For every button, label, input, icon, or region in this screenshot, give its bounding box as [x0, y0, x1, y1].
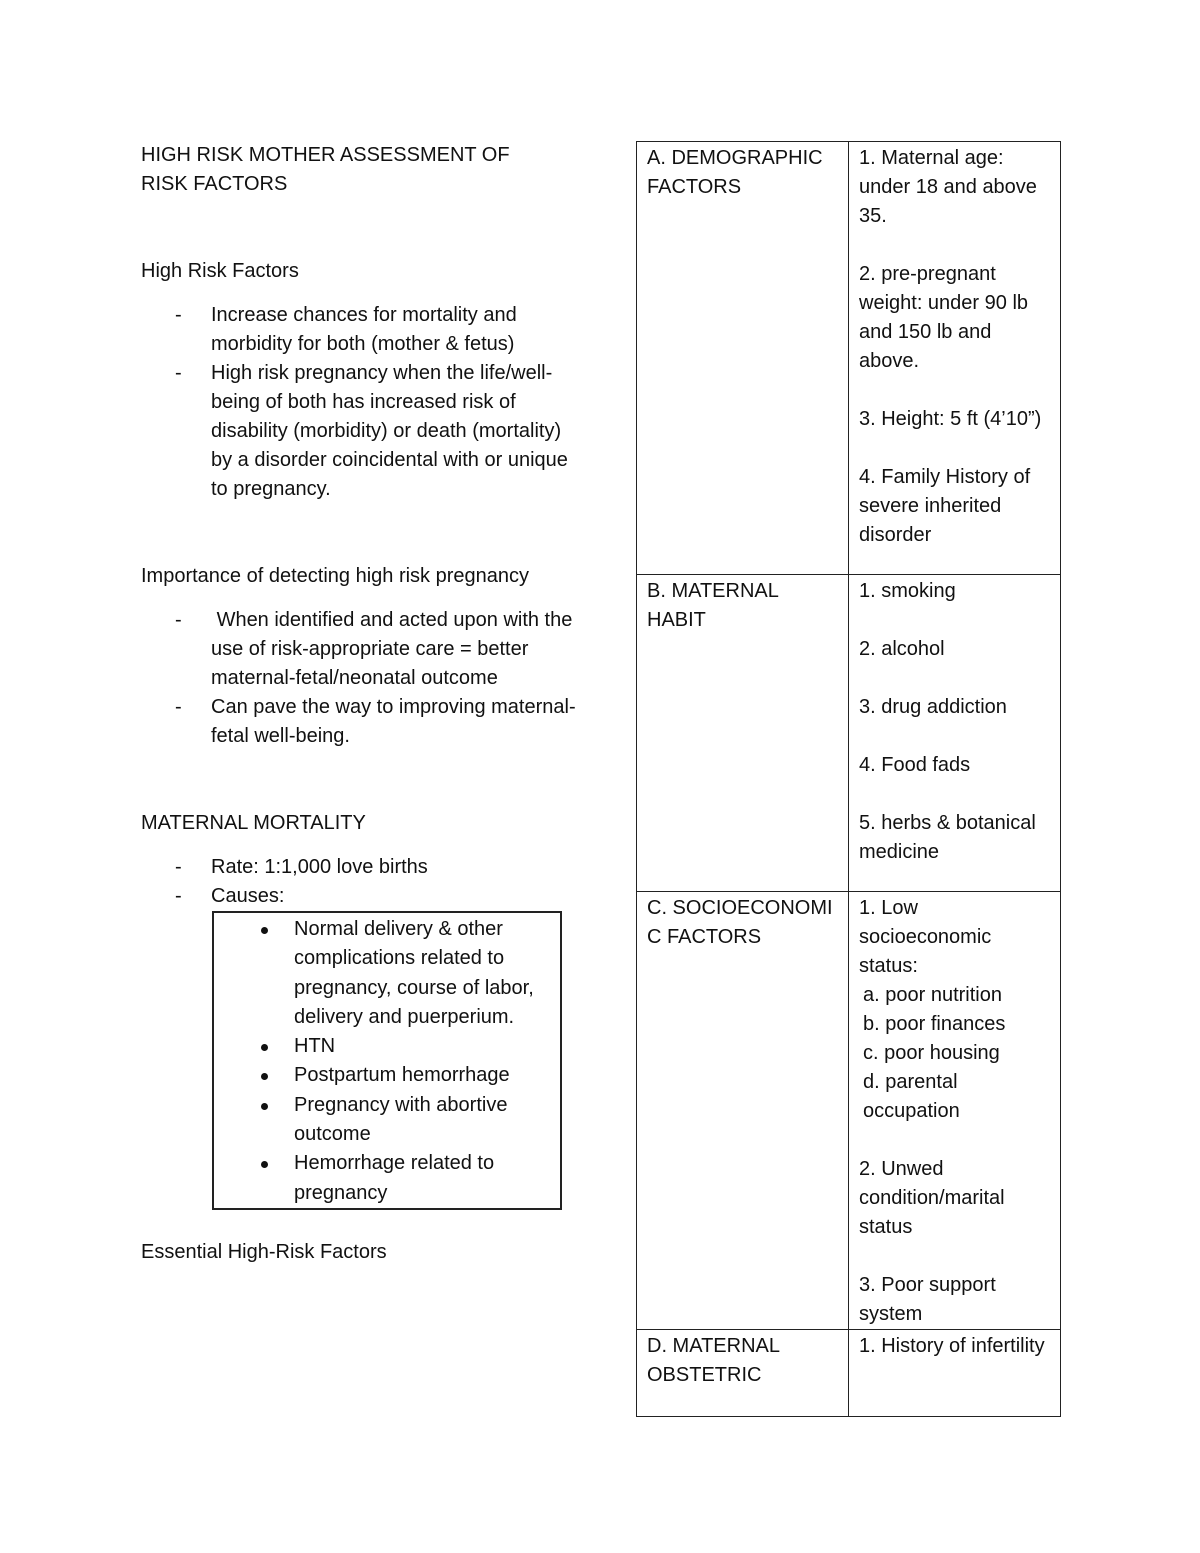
risk-subitem: d. parental occupation	[863, 1071, 960, 1122]
cause-item: Hemorrhage related to pregnancy	[214, 1149, 560, 1208]
list-item: - High risk pregnancy when the life/well-being of both has increased risk of disability (morbidity) or death (mortality) by a disorder coincidental with or unique to pregnancy.	[141, 359, 581, 504]
list-item: - Causes:	[141, 882, 581, 911]
right-column	[636, 141, 1061, 1417]
risk-item: 3. drug addiction	[859, 696, 1007, 718]
maternal-mortality-heading: MATERNAL MORTALITY	[141, 812, 366, 834]
cause-item: Normal delivery & other complications related to pregnancy, course of labor, delivery and puerperium.	[214, 915, 560, 1032]
risk-item: 1. Maternal age: under 18 and above 35.	[859, 147, 1037, 227]
risk-subitem: a. poor nutrition	[863, 984, 1002, 1006]
risk-item: 1. History of infertility	[859, 1335, 1045, 1357]
risk-item: 2. Unwed condition/marital status	[859, 1158, 1005, 1238]
category-cell: A. DEMOGRAPHIC FACTORS	[637, 142, 849, 575]
risk-item: 5. herbs & botanical medicine	[859, 812, 1036, 863]
risk-subitem: c. poor housing	[863, 1042, 1000, 1064]
high-risk-factors-list	[141, 301, 581, 504]
risk-item: 3. Height: 5 ft (4’10”)	[859, 408, 1042, 430]
importance-heading: Importance of detecting high risk pregnancy	[141, 565, 529, 587]
risk-item: 2. pre-pregnant weight: under 90 lb and 150 lb and above.	[859, 263, 1029, 372]
table-row	[637, 892, 1061, 1330]
maternal-mortality-list	[141, 853, 581, 911]
left-column	[141, 141, 581, 1267]
items-cell	[849, 142, 1061, 575]
risk-item: 4. Food fads	[859, 754, 971, 776]
title-line-2: RISK FACTORS	[141, 173, 288, 195]
list-item: - Increase chances for mortality and morbidity for both (mother & fetus)	[141, 301, 581, 359]
risk-item: 3. Poor support system	[859, 1274, 996, 1325]
title-line-1: HIGH RISK MOTHER ASSESSMENT OF	[141, 144, 510, 166]
category-cell: C. SOCIOECONOMI C FACTORS	[637, 892, 849, 1330]
risk-factors-table	[636, 141, 1061, 1417]
document-title	[141, 141, 581, 199]
category-cell: D. MATERNAL OBSTETRIC	[637, 1330, 849, 1417]
list-item: - Rate: 1:1,000 love births	[141, 853, 581, 882]
causes-box	[212, 911, 562, 1210]
cause-item: Pregnancy with abortive outcome	[214, 1091, 560, 1150]
table-row	[637, 142, 1061, 575]
category-cell: B. MATERNAL HABIT	[637, 575, 849, 892]
cause-item: HTN	[214, 1032, 560, 1061]
table-row	[637, 1330, 1061, 1417]
items-cell	[849, 1330, 1061, 1417]
high-risk-factors-heading: High Risk Factors	[141, 260, 299, 282]
cause-item: Postpartum hemorrhage	[214, 1061, 560, 1090]
table-row	[637, 575, 1061, 892]
risk-item: 4. Family History of severe inherited disorder	[859, 466, 1031, 546]
risk-subitem: b. poor finances	[863, 1013, 1006, 1035]
importance-list	[141, 606, 581, 751]
risk-item: 1. Low socioeconomic status:	[859, 897, 992, 977]
risk-item: 1. smoking	[859, 580, 956, 602]
items-cell	[849, 892, 1061, 1330]
risk-item: 2. alcohol	[859, 638, 945, 660]
items-cell	[849, 575, 1061, 892]
list-item: - When identified and acted upon with the use of risk-appropriate care = better maternal-fetal/neonatal outcome	[141, 606, 581, 693]
list-item: - Can pave the way to improving maternal-fetal well-being.	[141, 693, 581, 751]
essential-high-risk-factors-heading: Essential High-Risk Factors	[141, 1240, 387, 1263]
